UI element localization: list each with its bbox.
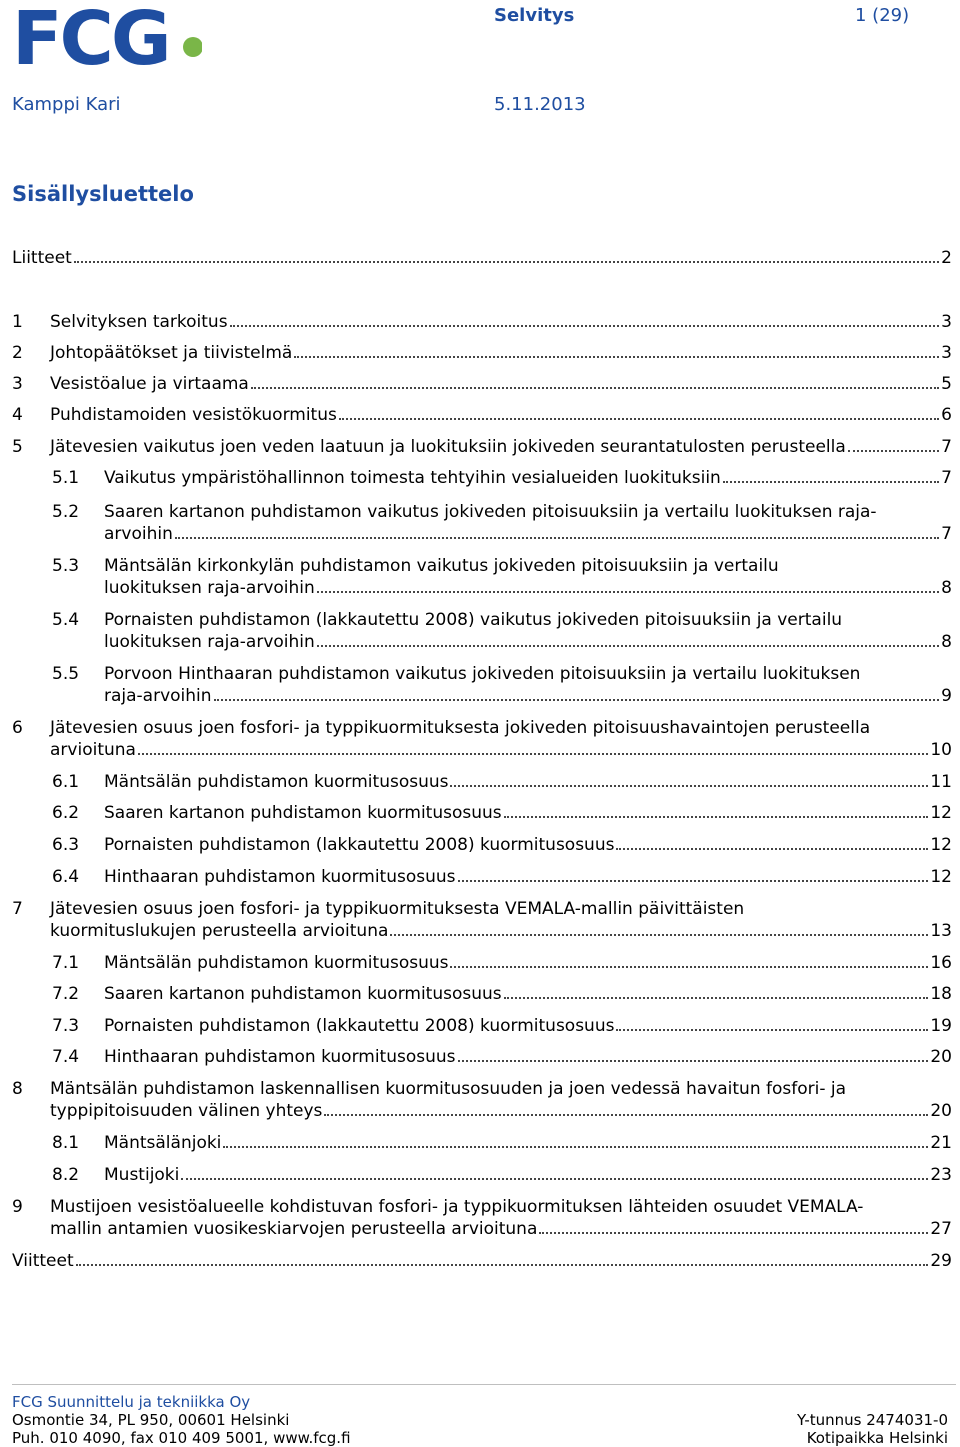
fcg-logo xyxy=(12,2,202,70)
toc-page-number: 7 xyxy=(941,524,952,544)
toc-entry[interactable] xyxy=(104,631,952,653)
toc-entry-number: 8.1 xyxy=(52,1133,80,1153)
toc-page-number: 9 xyxy=(941,686,952,706)
toc-entry-text: Liitteet xyxy=(12,248,72,268)
toc-entry-number: 6 xyxy=(12,718,23,738)
toc-entry-number: 7.4 xyxy=(52,1047,80,1067)
toc-entry-text: Mäntsälänjoki xyxy=(104,1133,222,1153)
toc-entry[interactable] xyxy=(104,577,952,599)
dot-leader xyxy=(458,1060,929,1062)
toc-title: Sisällysluettelo xyxy=(12,182,194,206)
toc-entry-text: Selvityksen tarkoitus xyxy=(50,312,228,332)
author-name: Kamppi Kari xyxy=(12,94,121,115)
toc-page-number: 6 xyxy=(941,405,952,425)
toc-page-number: 16 xyxy=(930,953,952,973)
toc-page-number: 3 xyxy=(941,343,952,363)
dot-leader xyxy=(214,699,940,701)
dot-leader xyxy=(76,1264,929,1266)
toc-page-number: 8 xyxy=(941,578,952,598)
toc-entry[interactable] xyxy=(12,1250,952,1272)
toc-entry-text: Viitteet xyxy=(12,1251,74,1271)
toc-entry-number: 5 xyxy=(12,437,23,457)
toc-page-number: 29 xyxy=(930,1251,952,1271)
toc-page-number: 7 xyxy=(941,468,952,488)
toc-entry-text[interactable]: Porvoon Hinthaaran puhdistamon vaikutus jokiveden pitoisuuksiin ja vertailu luokituksen xyxy=(104,664,861,684)
toc-entry-number: 1 xyxy=(12,312,23,332)
toc-entry-number: 6.2 xyxy=(52,803,80,823)
dot-leader xyxy=(230,325,940,327)
toc-entry-number: 2 xyxy=(12,343,23,363)
toc-entry[interactable] xyxy=(50,373,952,395)
page-number: 1 (29) xyxy=(855,5,910,26)
dot-leader xyxy=(539,1232,928,1234)
footer-address: Osmontie 34, PL 950, 00601 Helsinki xyxy=(12,1411,290,1429)
dot-leader xyxy=(848,450,939,452)
toc-entry-text: Vaikutus ympäristöhallinnon toimesta tehtyihin vesialueiden luokituksiin xyxy=(104,468,721,488)
toc-page-number: 18 xyxy=(930,984,952,1004)
toc-entry-text: typpipitoisuuden välinen yhteys xyxy=(50,1101,323,1121)
logo-dot-icon xyxy=(183,37,202,57)
toc-entry-number: 6.3 xyxy=(52,835,80,855)
toc-entry-text: kuormituslukujen perusteella arvioituna xyxy=(50,921,389,941)
toc-entry-text: Vesistöalue ja virtaama xyxy=(50,374,249,394)
dot-leader xyxy=(504,816,929,818)
toc-page-number: 12 xyxy=(930,835,952,855)
toc-entry[interactable] xyxy=(50,1218,952,1240)
footer-company: FCG Suunnittelu ja tekniikka Oy xyxy=(12,1393,251,1411)
toc-entry[interactable] xyxy=(50,342,952,364)
toc-entry-text: arvoihin xyxy=(104,524,173,544)
toc-entry-number: 7.3 xyxy=(52,1016,80,1036)
toc-page-number: 20 xyxy=(930,1101,952,1121)
toc-entry-text: Mäntsälän puhdistamon kuormitusosuus xyxy=(104,772,449,792)
toc-page-number: 12 xyxy=(930,867,952,887)
toc-entry[interactable] xyxy=(104,952,952,974)
dot-leader xyxy=(294,356,939,358)
toc-entry-text[interactable]: Jätevesien osuus joen fosfori- ja typpikuormituksesta VEMALA-mallin päivittäisten xyxy=(50,899,745,919)
toc-entry-number: 5.3 xyxy=(52,556,80,576)
toc-entry-number: 9 xyxy=(12,1197,23,1217)
toc-entry-text: Mustijoki xyxy=(104,1165,180,1185)
toc-entry-text: Saaren kartanon puhdistamon kuormitusosuus xyxy=(104,803,502,823)
dot-leader xyxy=(616,1029,928,1031)
toc-entry-text: raja-arvoihin xyxy=(104,686,212,706)
dot-leader xyxy=(504,997,929,999)
toc-entry-text: luokituksen raja-arvoihin xyxy=(104,632,315,652)
toc-entry-text: Pornaisten puhdistamon (lakkautettu 2008) kuormitusosuus xyxy=(104,1016,615,1036)
dot-leader xyxy=(324,1114,928,1116)
toc-entry[interactable] xyxy=(50,404,952,426)
toc-entry-text: Jätevesien vaikutus joen veden laatuun ja luokituksiin jokiveden seurantatulosten perusteella xyxy=(50,437,846,457)
dot-leader xyxy=(339,418,939,420)
toc-entry[interactable] xyxy=(104,983,952,1005)
toc-entry-text: Pornaisten puhdistamon (lakkautettu 2008) kuormitusosuus xyxy=(104,835,615,855)
toc-entry-text[interactable]: Jätevesien osuus joen fosfori- ja typpikuormituksesta jokiveden pitoisuushavaintojen perusteella xyxy=(50,718,871,738)
toc-entry[interactable] xyxy=(104,523,952,545)
toc-entry-number: 6.4 xyxy=(52,867,80,887)
toc-entry[interactable] xyxy=(104,1132,952,1154)
toc-page-number: 5 xyxy=(941,374,952,394)
footer-divider xyxy=(12,1384,956,1385)
toc-page-number: 2 xyxy=(941,248,952,268)
toc-page-number: 19 xyxy=(930,1016,952,1036)
dot-leader xyxy=(138,753,928,755)
toc-entry[interactable] xyxy=(104,802,952,824)
toc-entry[interactable] xyxy=(104,1015,952,1037)
dot-leader xyxy=(723,481,939,483)
footer-domicile: Kotipaikka Helsinki xyxy=(806,1429,948,1447)
dot-leader xyxy=(223,1146,928,1148)
footer-phone: Puh. 010 4090, fax 010 409 5001, www.fcg.fi xyxy=(12,1429,351,1447)
toc-entry-number: 3 xyxy=(12,374,23,394)
document-date: 5.11.2013 xyxy=(494,94,586,115)
dot-leader xyxy=(450,785,928,787)
toc-page-number: 13 xyxy=(930,921,952,941)
toc-entry[interactable] xyxy=(104,467,952,489)
dot-leader xyxy=(317,591,939,593)
toc-entry-number: 5.2 xyxy=(52,502,80,522)
dot-leader xyxy=(458,880,929,882)
toc-page-number: 10 xyxy=(930,740,952,760)
dot-leader xyxy=(317,645,939,647)
toc-page-number: 20 xyxy=(930,1047,952,1067)
toc-page-number: 27 xyxy=(930,1219,952,1239)
footer-business-id: Y-tunnus 2474031-0 xyxy=(796,1411,948,1429)
toc-page-number: 12 xyxy=(930,803,952,823)
toc-entry-text: Mäntsälän puhdistamon kuormitusosuus xyxy=(104,953,449,973)
toc-entry[interactable] xyxy=(50,1100,952,1122)
toc-entry[interactable] xyxy=(104,1164,952,1186)
toc-entry-text[interactable]: Pornaisten puhdistamon (lakkautettu 2008) vaikutus jokiveden pitoisuuksiin ja vertailu xyxy=(104,610,843,630)
toc-entry-number: 6.1 xyxy=(52,772,80,792)
toc-entry[interactable] xyxy=(104,685,952,707)
toc-entry[interactable] xyxy=(50,436,952,458)
toc-entry-number: 8.2 xyxy=(52,1165,80,1185)
toc-entry-text: Puhdistamoiden vesistökuormitus xyxy=(50,405,337,425)
toc-entry-number: 5.1 xyxy=(52,468,80,488)
toc-entry-number: 7 xyxy=(12,899,23,919)
dot-leader xyxy=(175,537,939,539)
toc-entry-number: 8 xyxy=(12,1079,23,1099)
toc-entry[interactable] xyxy=(104,771,952,793)
toc-entry[interactable] xyxy=(104,866,952,888)
toc-entry[interactable] xyxy=(12,247,952,269)
toc-entry-text: Hinthaaran puhdistamon kuormitusosuus xyxy=(104,1047,456,1067)
toc-entry[interactable] xyxy=(50,739,952,761)
toc-entry-text: arvioituna xyxy=(50,740,136,760)
toc-entry-text: Saaren kartanon puhdistamon kuormitusosuus xyxy=(104,984,502,1004)
toc-entry-text[interactable]: Mäntsälän puhdistamon laskennallisen kuormitusosuuden ja joen vedessä havaitun fosfori- ja xyxy=(50,1079,847,1099)
dot-leader xyxy=(390,934,928,936)
dot-leader xyxy=(450,966,928,968)
toc-entry-number: 4 xyxy=(12,405,23,425)
toc-page-number: 7 xyxy=(941,437,952,457)
toc-entry-text[interactable]: Saaren kartanon puhdistamon vaikutus jokiveden pitoisuuksiin ja vertailu luokituksen raja- xyxy=(104,502,877,522)
toc-page-number: 21 xyxy=(930,1133,952,1153)
toc-entry[interactable] xyxy=(104,834,952,856)
toc-entry-text: mallin antamien vuosikeskiarvojen perusteella arvioituna xyxy=(50,1219,538,1239)
dot-leader xyxy=(181,1178,928,1180)
toc-entry-number: 7.1 xyxy=(52,953,80,973)
toc-entry-text: Johtopäätökset ja tiivistelmä xyxy=(50,343,293,363)
toc-page-number: 23 xyxy=(930,1165,952,1185)
toc-entry[interactable] xyxy=(50,311,952,333)
toc-page-number: 3 xyxy=(941,312,952,332)
dot-leader xyxy=(616,848,928,850)
toc-entry-number: 5.5 xyxy=(52,664,80,684)
toc-entry-text: Hinthaaran puhdistamon kuormitusosuus xyxy=(104,867,456,887)
logo-wordmark: FCG xyxy=(12,2,169,70)
toc-entry-number: 5.4 xyxy=(52,610,80,630)
toc-page-number: 11 xyxy=(930,772,952,792)
document-type: Selvitys xyxy=(494,5,575,26)
dot-leader xyxy=(74,261,939,263)
toc-entry-text[interactable]: Mäntsälän kirkonkylän puhdistamon vaikutus jokiveden pitoisuuksiin ja vertailu xyxy=(104,556,779,576)
dot-leader xyxy=(251,387,939,389)
toc-entry-number: 7.2 xyxy=(52,984,80,1004)
toc-entry-text: luokituksen raja-arvoihin xyxy=(104,578,315,598)
toc-entry[interactable] xyxy=(50,920,952,942)
toc-entry-text[interactable]: Mustijoen vesistöalueelle kohdistuvan fosfori- ja typpikuormituksen lähteiden osuudet VEMALA- xyxy=(50,1197,864,1217)
toc-entry[interactable] xyxy=(104,1046,952,1068)
toc-page-number: 8 xyxy=(941,632,952,652)
